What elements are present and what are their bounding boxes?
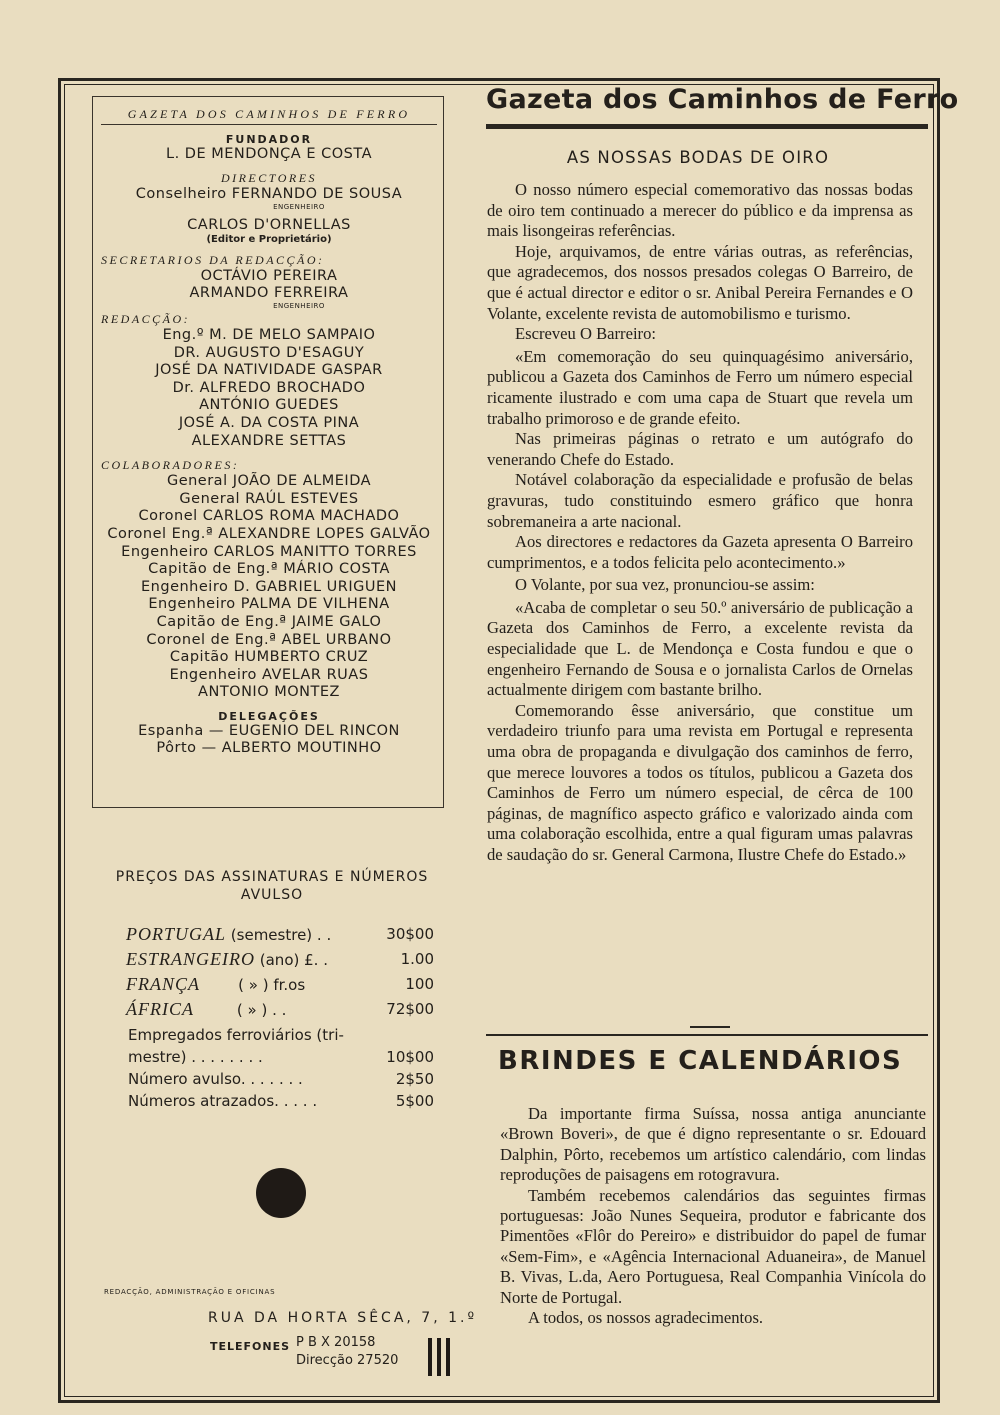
colaborador-item: Engenheiro PALMA DE VILHENA	[148, 596, 390, 613]
brindes-paragraph: Da importante firma Suíssa, nossa antiga anunciante «Brown Boveri», de que é digno representante o sr. Edouard Dalphin, Pôrto, recebemos um artístico calendário, com lindas reproduções de paisagens em rotogravura.	[500, 1104, 926, 1185]
price-row-empregados-2	[100, 1046, 444, 1068]
price-place: FRANÇA	[126, 974, 200, 994]
price-detail: (ano) £. .	[259, 951, 328, 969]
price-row-empregados	[100, 1024, 444, 1046]
redaccao-label: REDACÇÃO:	[101, 312, 191, 326]
price-row	[100, 922, 444, 947]
article-subtitle: AS NOSSAS BODAS DE OIRO	[566, 148, 830, 167]
brindes-paragraph: A todos, os nossos agradecimentos.	[528, 1308, 764, 1328]
seal-emblem	[256, 1168, 306, 1218]
colaborador-item: General RAÚL ESTEVES	[179, 490, 359, 507]
empregados-price: 10$00	[386, 1048, 434, 1066]
price-row	[100, 972, 444, 997]
page-title: Gazeta dos Caminhos de Ferro	[486, 84, 959, 115]
colaborador-item: Engenheiro D. GABRIEL URIGUEN	[141, 578, 397, 595]
section-ornament	[690, 1018, 730, 1028]
secretarios-label: SECRETARIOS DA REDACÇÃO:	[101, 253, 325, 267]
colaborador-item: ANTONIO MONTEZ	[198, 684, 340, 701]
article-paragraph: Notável colaboração da especialidade e profusão de belas gravuras, tudo constituindo esmero gráfico que honra sobremaneira a arte nacional.	[487, 470, 913, 531]
atrazados-label: Números atrazados. . . . .	[128, 1092, 318, 1110]
secretario-1: OCTÁVIO PEREIRA	[200, 268, 338, 284]
avulso-price: 2$50	[395, 1070, 434, 1088]
masthead-header: GAZETA DOS CAMINHOS DE FERRO	[101, 107, 437, 125]
price-row	[100, 997, 444, 1022]
price-value: 1.00	[400, 950, 434, 968]
address-caption: REDACÇÃO, ADMINISTRAÇÃO E OFICINAS	[104, 1288, 276, 1296]
price-place: PORTUGAL	[126, 924, 227, 944]
atrazados-price: 5$00	[395, 1092, 434, 1110]
colaborador-item: Coronel de Eng.ª ABEL URBANO	[146, 631, 392, 648]
article-paragraph: O Volante, por sua vez, pronunciou-se assim:	[515, 575, 815, 595]
article-paragraph: «Em comemoração do seu quinquagésimo aniversário, publicou a Gazeta dos Caminhos de Ferro um número especial ricamente ilustrado e com uma capa de Stuart que revela um trabalho primoroso e de grande efeito.	[487, 346, 913, 428]
price-place: ESTRANGEIRO	[126, 949, 255, 969]
colaborador-item: Capitão de Eng.ª MÁRIO COSTA	[148, 561, 390, 578]
brindes-paragraph: Também recebemos calendários das seguintes firmas portuguesas: João Nunes Sequeira, produtor e fabricante dos Pimentões «Flôr do Pereiro» e distribuidor do papel de fumar «Sem-Fim», e «Agência Internacional Aduaneira», de Manuel B. Vivas, L.da, Aero Portuguesa, Real Companhia Vinícola do Norte de Portugal.	[500, 1185, 926, 1307]
price-value: 72$00	[386, 1000, 434, 1018]
director-1: Conselheiro FERNANDO DE SOUSA	[135, 186, 403, 202]
bars-ornament	[428, 1338, 454, 1376]
masthead-box	[92, 96, 444, 808]
director-2-title: (Editor e Proprietário)	[206, 234, 332, 245]
colaborador-item: Capitão HUMBERTO CRUZ	[169, 649, 369, 666]
colaboradores-label: COLABORADORES:	[101, 458, 240, 473]
article-paragraph: «Acaba de completar o seu 50.º aniversário de publicação a Gazeta dos Caminhos de Ferro, a excelente revista da especialidade que L. de Mendonça e Costa fundou e que o engenheiro Fernando de Sousa e o jornalista Carlos de Ornelas actualmente dirigem com bastante brilho.	[487, 597, 913, 700]
article-body	[487, 180, 913, 866]
redaccao-item: DR. AUGUSTO D'ESAGUY	[173, 344, 365, 361]
price-value: 30$00	[386, 925, 434, 943]
colaborador-item: Coronel Eng.ª ALEXANDRE LOPES GALVÃO	[107, 525, 431, 542]
price-place: ÁFRICA	[126, 999, 194, 1019]
price-row	[100, 947, 444, 972]
colaborador-item: General JOÃO DE ALMEIDA	[166, 473, 372, 490]
colaboradores-list	[101, 473, 437, 702]
redaccao-item: Dr. ALFREDO BROCHADO	[172, 379, 366, 396]
colaborador-item: Coronel CARLOS ROMA MACHADO	[138, 508, 400, 525]
delegacao-2: Pôrto — ALBERTO MOUTINHO	[156, 739, 382, 756]
article-paragraph: Comemorando êsse aniversário, que constitue um verdadeiro triunfo para uma revista em Portugal e representa uma obra de propaganda e divulgação dos caminhos de ferro, que merece louvores a todos os títulos, publicou a Gazeta dos Caminhos de Ferro um número especial, de cêrca de 100 páginas, de magnífico aspecto gráfico e valorizado ainda com uma colaboração escolhida, entre a qual figuram umas palavras de saudação do sr. General Carmona, Ilustre Chefe do Estado.»	[487, 700, 913, 864]
directores-label: DIRECTORES	[220, 171, 318, 185]
article-paragraph: Nas primeiras páginas o retrato e um autógrafo do venerando Chefe do Estado.	[487, 429, 913, 469]
delegacoes-label: DELEGAÇÕES	[218, 709, 320, 723]
fundador-name: L. DE MENDONÇA E COSTA	[166, 146, 372, 162]
price-value: 100	[405, 975, 434, 993]
article-paragraph: O nosso número especial comemorativo das nossas bodas de oiro tem continuado a merecer do público e da imprensa as mais lisongeiras referências.	[487, 180, 913, 241]
title-rule	[486, 124, 928, 129]
director-2: CARLOS D'ORNELLAS	[187, 217, 351, 233]
prices-title: PREÇOS DAS ASSINATURAS E NÚMEROS AVULSO	[115, 869, 429, 903]
fundador-label: FUNDADOR	[225, 133, 313, 146]
article-paragraph: Escreveu O Barreiro:	[515, 324, 656, 344]
redaccao-item: ALEXANDRE SETTAS	[191, 432, 347, 449]
empregados-label-1: Empregados ferroviários (tri-	[128, 1026, 344, 1044]
avulso-label: Número avulso. . . . . . .	[128, 1070, 303, 1088]
price-detail: ( » ) . .	[236, 1001, 287, 1019]
article-paragraph: Hoje, arquivamos, de entre várias outras, as referências, que agradecemos, dos nossos presados colegas O Barreiro, de que é actual director e editor o sr. Anibal Pereira Fernandes e O Volante, excelente revista de automobilismo e turismo.	[487, 241, 913, 323]
secretario-2: ARMANDO FERREIRA	[189, 285, 349, 301]
colaborador-item: Engenheiro CARLOS MANITTO TORRES	[121, 543, 417, 560]
section-rule	[486, 1034, 928, 1036]
price-row-avulso	[100, 1068, 444, 1090]
price-row-atrazados	[100, 1090, 444, 1112]
price-detail: (semestre) . .	[230, 926, 332, 944]
price-detail: ( » ) fr.os	[238, 976, 306, 994]
brindes-body	[500, 1104, 926, 1328]
brindes-title: BRINDES E CALENDÁRIOS	[498, 1046, 903, 1076]
empregados-label-2: mestre) . . . . . . . .	[128, 1048, 263, 1066]
subscription-prices	[100, 868, 444, 1112]
colaborador-item: Engenheiro AVELAR RUAS	[169, 666, 369, 683]
article-paragraph: Aos directores e redactores da Gazeta apresenta O Barreiro cumprimentos, e a todos felicita pelo acontecimento.»	[487, 532, 913, 572]
redaccao-item: ANTÓNIO GUEDES	[199, 397, 339, 414]
phone-pbx: P B X 20158	[296, 1335, 376, 1350]
telefones-label: TELEFONES	[210, 1340, 291, 1353]
redaccao-item: JOSÉ A. DA COSTA PINA	[178, 414, 360, 431]
delegacao-1: Espanha — EUGENIO DEL RINCON	[138, 722, 400, 739]
redaccao-item: JOSÉ DA NATIVIDADE GASPAR	[155, 362, 383, 379]
director-1-title: ENGENHEIRO	[273, 203, 325, 211]
phone-numbers	[296, 1334, 398, 1370]
secretario-2-title: ENGENHEIRO	[273, 302, 325, 310]
redaccao-item: Eng.º M. DE MELO SAMPAIO	[162, 327, 376, 343]
redaccao-list	[101, 327, 437, 450]
phone-direccao: Direcção 27520	[296, 1353, 399, 1368]
colaborador-item: Capitão de Eng.ª JAIME GALO	[156, 613, 382, 630]
address-street: RUA DA HORTA SÊCA, 7, 1.º	[208, 1310, 478, 1326]
